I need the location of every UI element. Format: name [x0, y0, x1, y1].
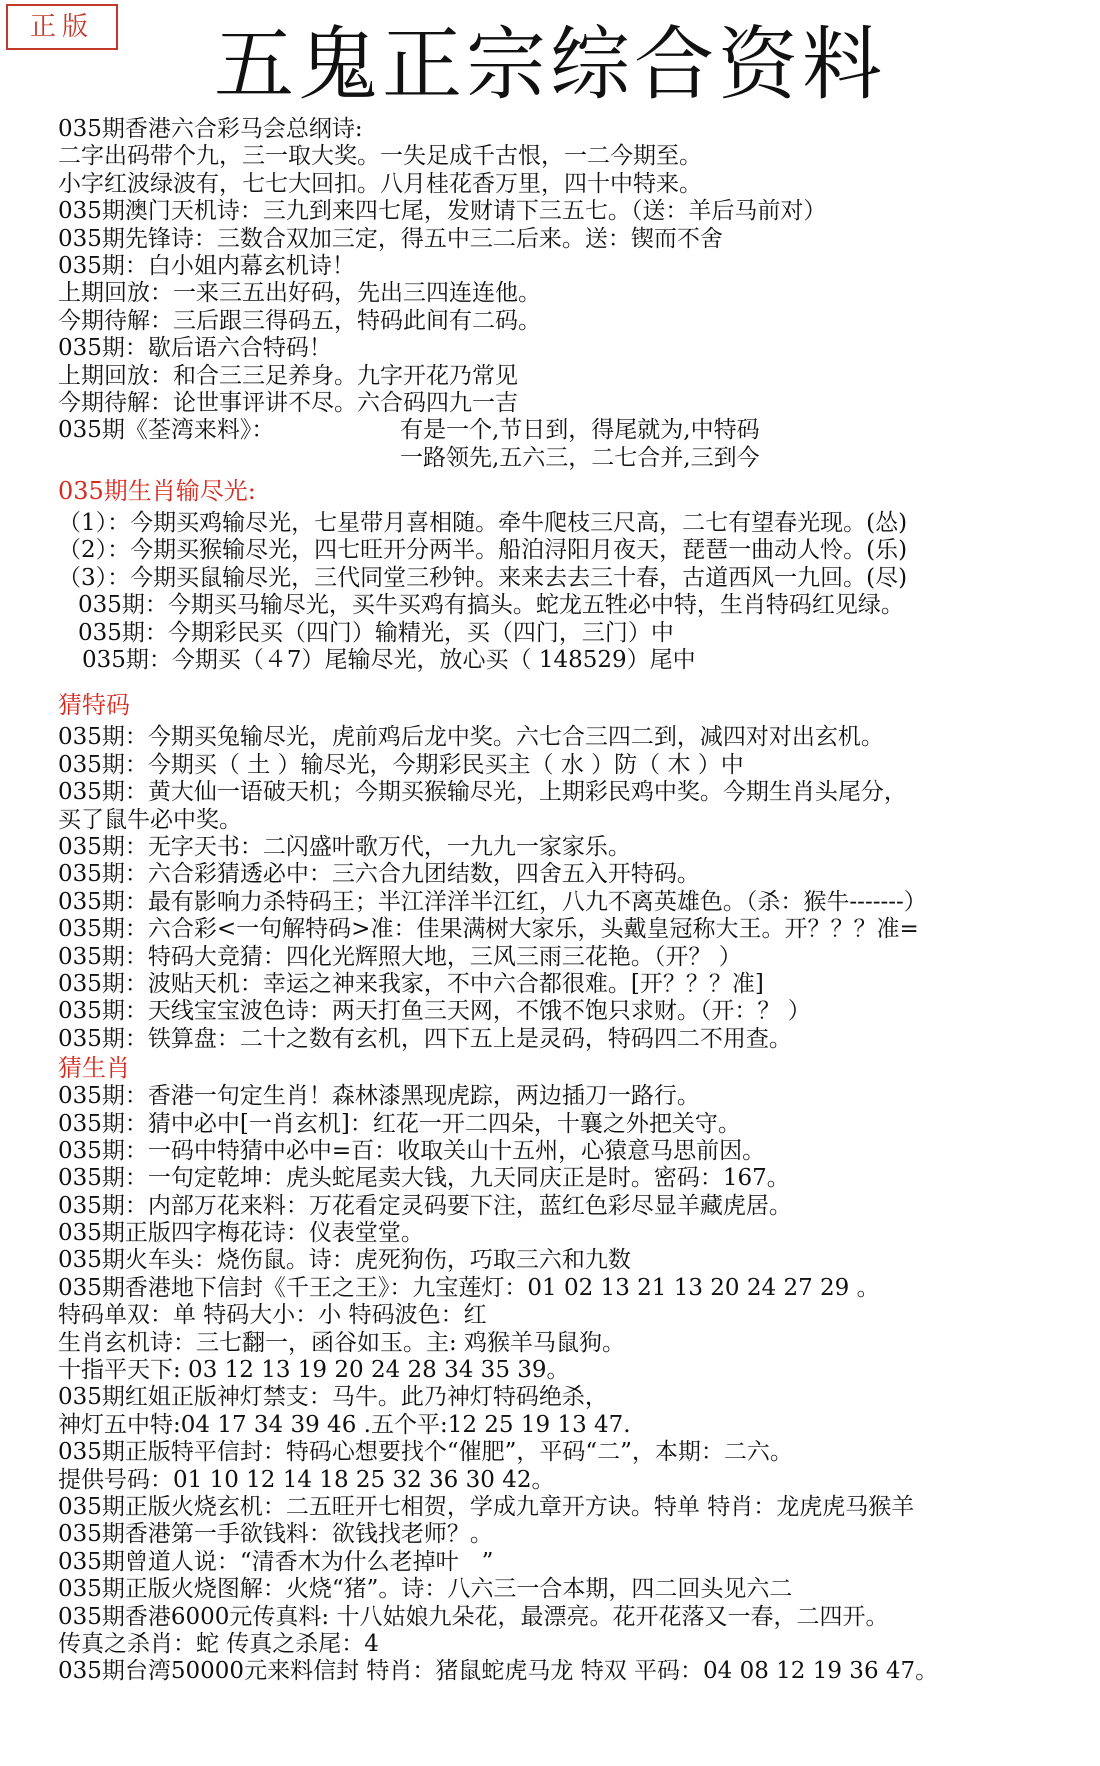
text-line: 035期香港6000元传真料: 十八姑娘九朵花，最漂亮。花开花落又一春，二四开。 [58, 1603, 889, 1630]
text-line: 035期澳门天机诗：三九到来四七尾，发财请下三五七。（送：羊后马前对） [58, 198, 827, 225]
text-line: 035期：波贴天机：幸运之神来我家，不中六合都很难。[开？？？准] [58, 970, 764, 997]
text-line: 035期：铁算盘：二十之数有玄机，四下五上是灵码，特码四二不用查。 [58, 1025, 792, 1052]
text-line: 特码单双：单 特码大小：小 特码波色：红 [58, 1302, 487, 1329]
text-line: 上期回放：和合三三足养身。九字开花乃常见 [58, 362, 518, 389]
quanwan-row-2 [58, 445, 1100, 472]
text-line: 035期：最有影响力杀特码王；半江洋洋半江红，八九不离英雄色。（杀：猴牛-------） [58, 888, 927, 915]
text-line: 035期正版特平信封：特码心想要找个“催肥”，平码“二”，本期：二六。 [58, 1439, 793, 1466]
text-line: 035期火车头：烧伤鼠。诗：虎死狗伤，巧取三六和九数 [58, 1247, 631, 1274]
text-line: 035期：今期买兔输尽光，虎前鸡后龙中奖。六七合三四二到，减四对对出玄机。 [58, 724, 884, 751]
text-line: 今期待解：论世事评讲不尽。六合码四九一吉 [58, 389, 518, 416]
text-line: 小字红波绿波有，七七大回扣。八月桂花香万里，四十中特来。 [58, 170, 702, 197]
text-line: 035期：黄大仙一语破天机；今期买猴输尽光，上期彩民鸡中奖。今期生肖头尾分， [58, 779, 907, 806]
edition-badge: 正版 [6, 4, 118, 50]
page-title: 五鬼正宗综合资料 [214, 18, 886, 111]
text-line: 035期香港第一手欲钱料：欲钱找老师？。 [58, 1521, 493, 1548]
guess-zodiac-section [58, 1053, 1100, 1686]
section-heading: 猜特码 [58, 691, 130, 720]
text-line: 上期回放：一来三五出好码，先出三四连连他。 [58, 280, 541, 307]
text-line: 035期台湾50000元来料信封 特肖：猪鼠蛇虎马龙 特双 平码：04 08 12 19 36 47。 [58, 1658, 939, 1685]
text-line: 二字出码带个九，三一取大奖。一失足成千古恨，一二今期至。 [58, 143, 702, 170]
text-line: 035期红姐正版神灯禁支：马牛。此乃神灯特码绝杀， [58, 1384, 608, 1411]
text-line: 035期：猜中必中[一肖玄机]：红花一开二四朵，十襄之外把关守。 [58, 1110, 741, 1137]
text-line: 035期：一码中特猜中必中=百：收取关山十五州，心猿意马思前因。 [58, 1137, 766, 1164]
text-line: 035期：一句定乾坤：虎头蛇尾卖大钱，九天同庆正是时。密码：167。 [58, 1165, 790, 1192]
text-line: 035期正版火烧图解：火烧“猪”。诗：八六三一合本期，四二回头见六二 [58, 1576, 793, 1603]
text-line: 买了鼠牛必中奖。 [58, 806, 242, 833]
text-line: 035期曾道人说：“清香木为什么老掉叶 ” [58, 1548, 494, 1575]
text-line: 今期待解：三后跟三得码五，特码此间有二码。 [58, 307, 541, 334]
section-heading: 035期生肖输尽光: [58, 477, 256, 506]
text-line: （2）：今期买猴输尽光，四七旺开分两半。船泊浔阳月夜天，琵琶一曲动人怜。(乐) [58, 537, 908, 564]
document-body [58, 116, 1100, 1686]
quanwan-line-2: 一路领先,五六三，二七合并,三到今 [400, 444, 760, 471]
zodiac-loss-section [58, 476, 1100, 674]
text-line: 035期：香港一句定生肖！森林漆黑现虎踪，两边插刀一路行。 [58, 1083, 700, 1110]
text-line: 生肖玄机诗：三七翻一，函谷如玉。主: 鸡猴羊马鼠狗。 [58, 1329, 626, 1356]
text-line: 十指平天下: 03 12 13 19 20 24 28 34 35 39。 [58, 1357, 570, 1384]
text-line: 035期：天线宝宝波色诗：两天打鱼三天网，不饿不饱只求财。（开：？ ） [58, 998, 811, 1025]
text-line: 035期正版火烧玄机：二五旺开七相贺，学成九章开方诀。特单 特肖：龙虎虎马猴羊 [58, 1493, 915, 1520]
quanwan-line-1: 有是一个,节日到，得尾就为,中特码 [400, 417, 760, 444]
guess-special-section [58, 690, 1100, 1053]
text-line: 035期：内部万花来料：万花看定灵码要下注，蓝红色彩尽显羊藏虎居。 [58, 1192, 792, 1219]
text-line: 035期：无字天书：二闪盛叶歌万代，一九九一家家乐。 [58, 833, 631, 860]
text-line: 神灯五中特:04 17 34 39 46 .五个平:12 25 19 13 47. [58, 1411, 631, 1438]
text-line: 035期：今期彩民买（四门）输精光，买（四门，三门）中 [78, 619, 674, 646]
text-line: 035期：今期买（ 土 ）输尽光，今期彩民买主（ 水 ）防（ 木 ）中 [58, 751, 744, 778]
text-line: 035期：六合彩猜透必中：三六合九团结数，四舍五入开特码。 [58, 861, 700, 888]
quanwan-row-1 [58, 417, 1100, 444]
text-line: 035期先锋诗：三数合双加三定，得五中三二后来。送：锲而不舍 [58, 225, 723, 252]
text-line: 035期：今期买（４7）尾输尽光，放心买（ 148529）尾中 [82, 647, 696, 674]
text-line: 传真之杀肖：蛇 传真之杀尾：4 [58, 1630, 379, 1657]
text-line: 035期：特码大竞猜：四化光辉照大地，三风三雨三花艳。（开？ ） [58, 943, 742, 970]
section-heading: 猜生肖 [58, 1054, 130, 1083]
intro-block [58, 116, 1100, 417]
text-line: 035期香港六合彩马会总纲诗: [58, 116, 363, 142]
text-line: （1）：今期买鸡输尽光，七星带月喜相随。牵牛爬枝三尺高，二七有望春光现。(怂) [58, 510, 908, 537]
text-line: 035期：白小姐内幕玄机诗！ [58, 252, 355, 279]
quanwan-label: 035期《荃湾来料》： [58, 417, 275, 444]
text-line: 035期：今期买马输尽光，买牛买鸡有搞头。蛇龙五牲必中特，生肖特码红见绿。 [78, 592, 904, 619]
text-line: 035期：歇后语六合特码！ [58, 335, 332, 362]
quanwan-block [58, 417, 1100, 472]
text-line: 035期香港地下信封《千王之王》：九宝莲灯：01 02 13 21 13 20 24 27 29 。 [58, 1274, 880, 1301]
text-line: 提供号码：01 10 12 14 18 25 32 36 30 42。 [58, 1466, 555, 1493]
text-line: 035期：六合彩<一句解特码>准：佳果满树大家乐，头戴皇冠称大王。开？？？准= [58, 916, 919, 943]
text-line: （3）：今期买鼠输尽光，三代同堂三秒钟。来来去去三十春，古道西风一九回。(尽) [58, 564, 908, 591]
text-line: 035期正版四字梅花诗：仪表堂堂。 [58, 1220, 424, 1247]
